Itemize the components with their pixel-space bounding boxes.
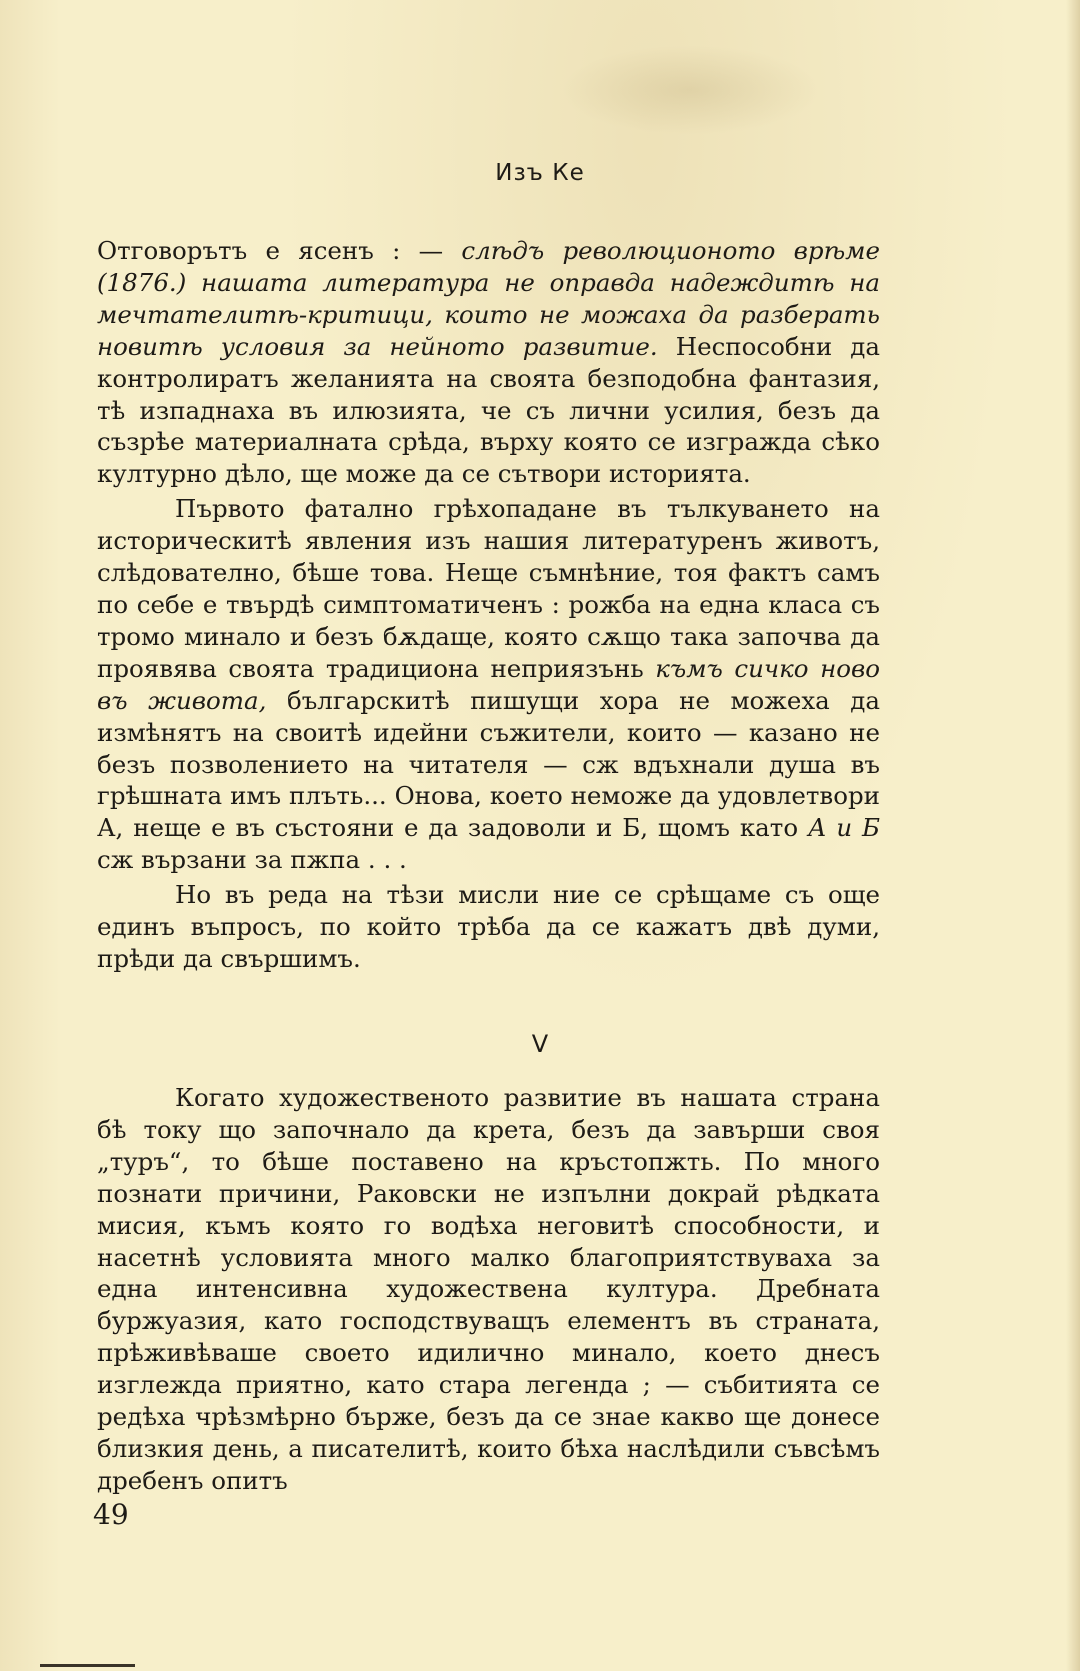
paragraph-1-rest: Неспособни да контролиратъ желанията на своята безподобна фантазия, тѣ изпаднаха въ илюзията, че съ лични усилия, безъ да съзрѣе материалната срѣда, върху която се изгражда сѣко културно дѣло, ще може да се сътвори историята. bbox=[97, 331, 880, 489]
section-mark: V bbox=[531, 1030, 549, 1058]
paragraph-2-tail: сж вързани за пжпа . . . bbox=[97, 845, 407, 875]
paragraph-2-lead: Първото фатално грѣхопадане въ тълкуването на историческитѣ явления изъ нашия литературенъ животъ, слѣдователно, бѣше това. Неще съмнѣние, тоя фактъ самъ по себе е твърдѣ симптоматиченъ : рожба на една класа съ тромо минало и безъ бѫдаще, която сѫщо така започва да проявява своята традициона неприязънь bbox=[97, 494, 880, 683]
text-block-bottom bbox=[97, 1082, 880, 1497]
paragraph-1 bbox=[97, 235, 880, 490]
paragraph-4: Когато художественото развитие въ нашата страна бѣ току що започнало да крета, безъ да завърши своя „туръ“, то бѣше поставено на кръстопжть. По много познати причини, Раковски не изпълни докрай рѣдката мисия, къмъ която го водѣха неговитѣ способности, и насетнѣ условията много малко благоприятствуваха за една интенсивна художествена култура. Дребната буржуазия, като господствуващъ елементъ въ страната, прѣживѣваше своето идилично минало, което днесъ изглежда приятно, като стара легенда ; — събитията се редѣха чрѣзмѣрно бърже, безъ да се знае какво ще донесе близкия день, а писателитѣ, които бѣха наслѣдили съвсѣмъ дребенъ опитъ bbox=[97, 1083, 880, 1495]
page-edge-shadow bbox=[1066, 0, 1080, 1671]
running-header: Изъ Ке bbox=[495, 160, 585, 186]
paragraph-1-lead: Отговорътъ е ясенъ : — bbox=[97, 236, 462, 265]
paper-stain bbox=[560, 45, 820, 135]
paragraph-2-italic-ab: А и Б bbox=[807, 813, 880, 843]
page-number: 49 bbox=[93, 1498, 129, 1531]
text-block-top bbox=[97, 235, 880, 975]
paragraph-1-italic: слѣдъ революционото врѣме (1876.) нашата литература не оправда надеждитѣ на мечтателитѣ-критици, които не можаха да разберать новитѣ условия за нейното развитие. bbox=[97, 236, 880, 361]
paragraph-2 bbox=[97, 493, 880, 876]
bottom-rule bbox=[40, 1664, 135, 1667]
paragraph-2-italic: къмъ сичко ново въ живота, bbox=[97, 653, 880, 715]
paragraph-2-middle: българскитѣ пишущи хора не можеха да измѣнятъ на своитѣ идейни съжители, които — казано не безъ позволението на читателя — сж вдъхнали душа въ грѣшната имъ плъть... Онова, което неможе да удовлетвори А, неще е въ състояни е да задоволи и Б, щомъ като bbox=[97, 685, 880, 843]
paragraph-3: Но въ реда на тѣзи мисли ние се срѣщаме съ още единъ въпросъ, по който трѣба да се кажатъ двѣ думи, прѣди да свършимъ. bbox=[97, 880, 880, 973]
